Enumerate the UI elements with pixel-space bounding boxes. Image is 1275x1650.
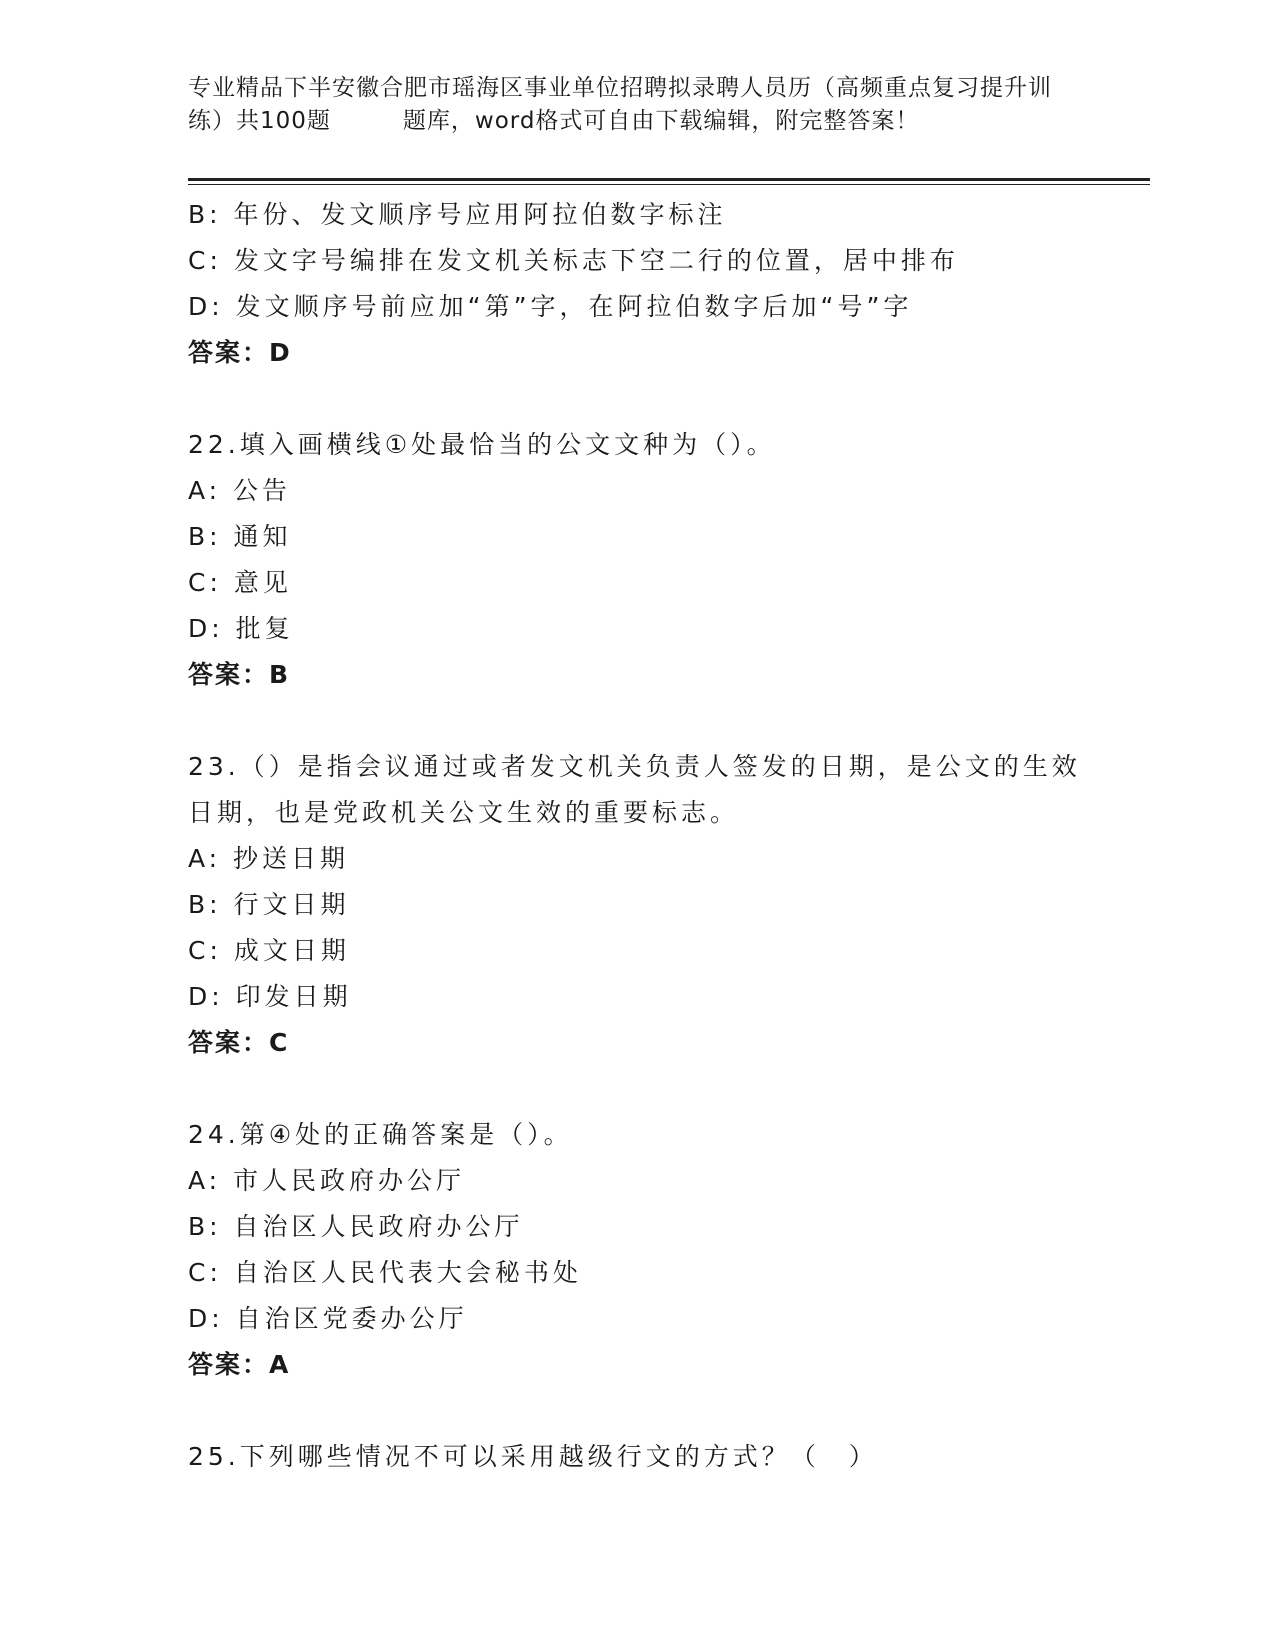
q24-option-c: C: 自治区人民代表大会秘书处 — [188, 1258, 582, 1287]
spacer — [188, 1066, 1088, 1112]
q22-question: 22.填入画横线①处最恰当的公文文种为（）。 — [188, 430, 776, 459]
q23-option-b: B: 行文日期 — [188, 890, 350, 919]
q24-option-a: A: 市人民政府办公厅 — [188, 1166, 466, 1195]
q23-answer: 答案：C — [188, 1028, 290, 1057]
spacer — [188, 1388, 1088, 1434]
q24-question: 24.第④处的正确答案是（）。 — [188, 1120, 573, 1149]
page-header — [188, 72, 1088, 138]
q23-question-line-1: 23.（）是指会议通过或者发文机关负责人签发的日期，是公文的生效 — [188, 752, 1081, 781]
q22-option-c: C: 意见 — [188, 568, 292, 597]
spacer — [188, 698, 1088, 744]
q23-option-a: A: 抄送日期 — [188, 844, 350, 873]
header-rule-thick — [188, 178, 1150, 181]
q22-answer: 答案：B — [188, 660, 291, 689]
q23-option-c: C: 成文日期 — [188, 936, 350, 965]
header-line-2: 练）共100题 题库，word格式可自由下载编辑，附完整答案！ — [188, 108, 920, 134]
q22-option-d: D: 批复 — [188, 614, 294, 643]
q24-option-b: B: 自治区人民政府办公厅 — [188, 1212, 524, 1241]
q22-option-b: B: 通知 — [188, 522, 292, 551]
q24-option-d: D: 自治区党委办公厅 — [188, 1304, 468, 1333]
q22-option-a: A: 公告 — [188, 476, 292, 505]
spacer — [188, 376, 1088, 422]
q23-question-line-2: 日期，也是党政机关公文生效的重要标志。 — [188, 798, 740, 827]
q21-option-d: D: 发文顺序号前应加“第”字，在阿拉伯数字后加“号”字 — [188, 292, 913, 321]
question-content — [188, 192, 1088, 1480]
q24-answer: 答案：A — [188, 1350, 291, 1379]
q25-question: 25.下列哪些情况不可以采用越级行文的方式？（ ） — [188, 1442, 878, 1471]
q21-option-c: C: 发文字号编排在发文机关标志下空二行的位置，居中排布 — [188, 246, 959, 275]
q21-option-b: B: 年份、发文顺序号应用阿拉伯数字标注 — [188, 200, 727, 229]
header-line-1: 专业精品下半安徽合肥市瑶海区事业单位招聘拟录聘人员历（高频重点复习提升训 — [188, 75, 1052, 101]
q21-answer: 答案：D — [188, 338, 292, 367]
header-rule-thin — [188, 184, 1150, 185]
q23-option-d: D: 印发日期 — [188, 982, 352, 1011]
